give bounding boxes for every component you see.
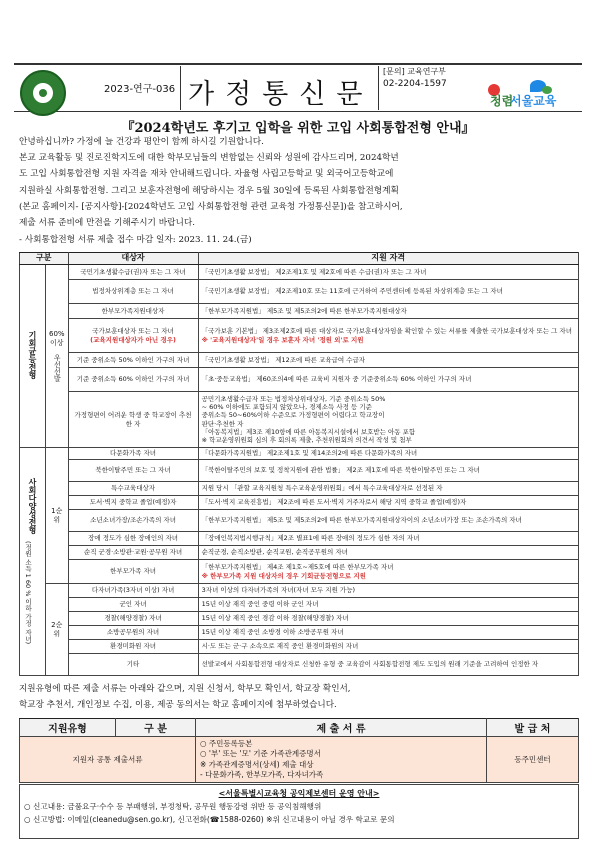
issuer-cell: 동주민센터: [487, 737, 579, 783]
qual-cell: 선발교에서 사회통합전형 대상자로 신청한 유형 중 교육감이 사회통합전형 제도 도입의 원래 기준을 고려하여 인정한 자: [198, 654, 578, 676]
whistleblower-notice: [19, 784, 579, 839]
qual-cell: 「초·중등교육법」 제60조의4에 따른 교육비 지원자 중 기준중위소득 60% 이하인 가구의 자녀: [198, 368, 578, 392]
header-divider: [180, 66, 181, 110]
inquiry-box: [383, 66, 447, 90]
header-divider: [378, 66, 379, 110]
intro-line: 도 고입 사회통합전형 지원 자격을 재차 안내해드립니다. 자율형 사립고등학교 및 외국어고등학교에: [19, 169, 394, 179]
rank-label: 1순위: [46, 448, 69, 584]
notice-line: ○ 신고방법: 이메일(cleanedu@sen.go.kr), 신고전화(☎1588-0260) ※위 신고내용이 아닐 경우 학교로 문의: [24, 815, 395, 824]
logo-text: 서울교육: [510, 94, 557, 108]
col-header: 대상자: [68, 253, 198, 265]
seoul-edu-logo: [470, 80, 582, 108]
col-header: 제 출 서 류: [196, 719, 487, 737]
target-cell: 기준 중위소득 50% 이하인 가구의 자녀: [68, 353, 198, 368]
target-cell: 가정형편이 어려운 학생 중 학교장이 추천한 자: [68, 392, 198, 448]
target-cell: 다문화가족 자녀: [68, 448, 198, 460]
notice-subject: 『2024학년도 후기고 입학을 위한 고입 사회통합전형 안내』: [121, 121, 475, 136]
doc-list-cell: ○ 주민등록등본 ○ '부' 또는 '모' 기준 가족관계증명서 ※ 가족관계증명서(상세) 제출 대상 - 다문화가족, 한부모가족, 다자녀가족: [196, 737, 487, 783]
intro-line: 안녕하십니까? 가정에 늘 건강과 평안이 함께 하시길 기원합니다.: [19, 137, 264, 147]
inquiry-label: [문의] 교육연구부: [383, 67, 446, 76]
qual-cell: 지원 당시 「관할 교육지원청 특수교육운영위원회」에서 특수교육대상자로 선정된 자: [198, 482, 578, 496]
eligibility-table: [19, 252, 579, 676]
target-cell: 특수교육대상자: [68, 482, 198, 496]
target-cell: 기준 중위소득 60% 이하인 가구의 자녀: [68, 368, 198, 392]
qual-cell: 「다문화가족지원법」 제2조제1호 및 제14조의2에 따른 다문화가족의 자녀: [198, 448, 578, 460]
target-cell: 장애 정도가 심한 장애인의 자녀: [68, 532, 198, 546]
qual-cell: 「도서·벽지 교육진흥법」 제2조에 따른 도서·벽지 거주자로서 해당 지역 중학교 졸업(예정)자: [198, 496, 578, 510]
notice-title: <서울특별시교육청 공익제보센터 운영 안내>: [218, 789, 380, 798]
page-title: 가정통신문: [188, 79, 374, 110]
qual-cell: 15년 이상 재직 중인 중령 이하 군인 자녀: [198, 598, 578, 612]
submit-intro-line: 지원유형에 따른 제출 서류는 아래와 같으며, 지원 신청서, 학부모 확인서, 학교장 확인서,: [19, 684, 351, 694]
group-subnote: 60%이상 우선선발: [46, 265, 69, 448]
notice-line: ○ 신고내용: 금품요구·수수 등 부패행위, 부정청탁, 공무원 행동강령 위반 등 공익침해행위: [24, 802, 322, 811]
target-cell: 환경미화원 자녀: [68, 640, 198, 654]
target-cell: 다자녀가족(3자녀 이상) 자녀: [68, 584, 198, 598]
target-cell: 한부모가족 자녀: [68, 560, 198, 584]
target-cell: 군인 자녀: [68, 598, 198, 612]
qual-cell: 3자녀 이상의 다자녀가족의 자녀(자녀 모두 지원 가능): [198, 584, 578, 598]
documents-table: [19, 718, 579, 783]
qual-cell: 「북한이탈주민의 보호 및 정착지원에 관한 법률」 제2조 제1호에 따른 북한이탈주민 또는 그 자녀: [198, 460, 578, 482]
col-header: 발 급 처: [487, 719, 579, 737]
qual-cell: 순직군경, 순직소방관, 순직교원, 순직공무원의 자녀: [198, 546, 578, 560]
target-cell: 소년소녀가장/조손가족의 자녀: [68, 510, 198, 532]
qual-cell: 시·도 또는 군·구 소속으로 재직 중인 환경미화원의 자녀: [198, 640, 578, 654]
qual-cell: 「장애인복지법시행규칙」제2조 별표1에 따른 장애의 정도가 심한 자의 자녀: [198, 532, 578, 546]
qual-cell: 「국민기초생활 보장법」 제2조제1호 및 제2호에 따른 수급(권)자 또는 그 자녀: [198, 265, 578, 280]
doc-type-cell: 지원자 공통 제출서류: [20, 737, 196, 783]
target-cell: 국민기초생활수급(권)자 또는 그 자녀: [68, 265, 198, 280]
intro-line: 제출 서류 준비에 만전을 기해주시기 바랍니다.: [19, 218, 196, 228]
doc-number: 2023-연구-036: [104, 84, 176, 95]
target-cell: 도서·벽지 중학교 졸업(예정)자: [68, 496, 198, 510]
header-bottom-rule: [14, 111, 582, 112]
target-cell: 북한이탈주민 또는 그 자녀: [68, 460, 198, 482]
target-cell: 순직 군경·소방관·교원·공무원 자녀: [68, 546, 198, 560]
logo-text: 청렴: [490, 94, 514, 108]
qual-cell: 「국민기초생활 보장법」 제12조에 따른 교육급여 수급자: [198, 353, 578, 368]
qual-cell: 공민기초생활수급자 또는 법정차상위대상자, 기준 중위소득 50% ~ 60% 이하에도 포함되지 않았으나, 경제소득 사정 등 기준 중위소득 50~60%이하 수준으로 가정형편이 어렵다고 학교장이 판단·추천한 자 「아동복지법」제3조 제10항에 따른 아동복지시설에서 보호받는 아동 포함 ※ 학교운영위원회 심의 후 회의록 제출, 추천위원회의 의견서 작성 및 첨부: [198, 392, 578, 448]
col-header: 구 분: [116, 719, 196, 737]
rank-label: 2순위: [46, 584, 69, 676]
intro-line: 본교 교육활동 및 진로진학지도에 대한 학부모님들의 변함없는 신뢰와 성원에 감사드리며, 2024학년: [19, 153, 399, 163]
target-cell: 국가보훈대상자 또는 그 자녀 (교육지원대상자가 아닌 경우): [68, 319, 198, 353]
col-header: 지원 자격: [198, 253, 578, 265]
qual-cell: 「국민기초생활 보장법」 제2조제10호 또는 11호에 근거하여 주민센터에 등록된 차상위계층 또는 그 자녀: [198, 280, 578, 304]
school-emblem-icon: [20, 70, 66, 116]
qual-cell: 15년 이상 재직 중인 경감 이하 경찰(해양경찰) 자녀: [198, 612, 578, 626]
qual-cell: 「국가보훈 기본법」 제3조제2호에 따른 대상자로 국가보훈대상자임을 확인할 수 있는 서류를 제출한 국가보훈대상자 또는 그 자녀 ※ '교육지원대상자'일 경우 보훈자 자녀 '정원 외'로 지원: [198, 319, 578, 353]
target-cell: 기타: [68, 654, 198, 676]
col-header: 지원유형: [20, 719, 116, 737]
inquiry-phone: 02-2204-1597: [383, 79, 447, 89]
submit-intro-line: 학교장 추천서, 개인정보 수집, 이용, 제공 동의서는 학교 홈페이지에 첨부하였습니다.: [19, 700, 337, 710]
group-label: 사회다양성전형 (정원 소득 1 60 % 이하 가정 자녀): [20, 448, 46, 676]
intro-line: (본교 홈페이지- [공지사항]-[2024학년도 고입 사회통합전형 관련 교육청 가정통신문])을 참고하시어,: [19, 202, 403, 212]
group-label: 기회균등전형: [20, 265, 46, 448]
qual-cell: 「한부모가족지원법」 제5조 및 제5조의2에 따른 한부모가족지원대상자이의 소년소녀가장 또는 조손가족의 자녀: [198, 510, 578, 532]
target-cell: 소방공무원의 자녀: [68, 626, 198, 640]
target-cell: 한부모가족지원대상자: [68, 304, 198, 319]
col-header: 구분: [20, 253, 69, 265]
header-top-rule: [14, 63, 582, 65]
qual-cell: 「한부모가족지원법」 제5조 및 제5조의2에 따른 한부모가족지원대상자: [198, 304, 578, 319]
qual-cell: 15년 이상 재직 중인 소방경 이하 소방공무원 자녀: [198, 626, 578, 640]
intro-line: 지원하실 사회통합전형. 그리고 보훈자전형에 해당하시는 경우 5월 30일에 등록된 사회통합전형계획: [19, 186, 399, 196]
target-cell: 경찰(해양경찰) 자녀: [68, 612, 198, 626]
target-cell: 법정차상위계층 또는 그 자녀: [68, 280, 198, 304]
deadline-line: - 사회통합전형 서류 제출 접수 마감 일자: 2023. 11. 24.(금): [19, 235, 252, 245]
qual-cell: 「한부모가족지원법」 제4조 제1호~제5호에 따른 한부모가족 자녀 ※ 한부모가족 지원 대상자의 경우 기회균등전형으로 지원: [198, 560, 578, 584]
